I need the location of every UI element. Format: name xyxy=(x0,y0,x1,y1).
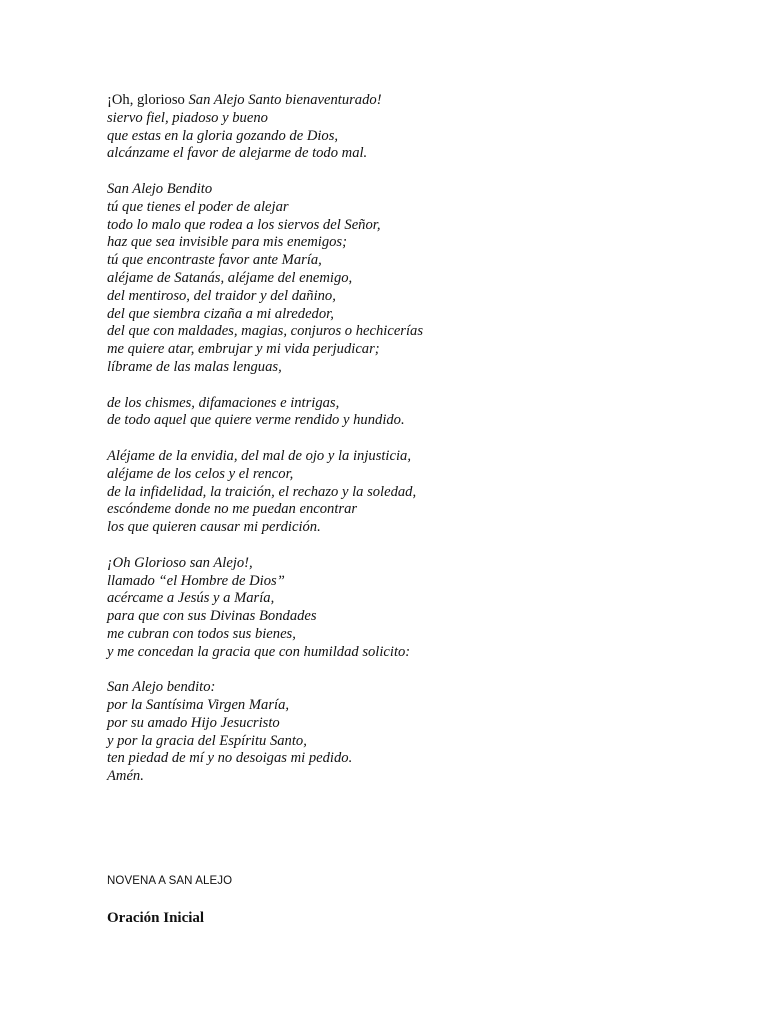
prayer-line xyxy=(107,199,707,217)
prayer-line-italic: San Alejo Santo bienaventurado! xyxy=(188,92,382,108)
prayer-line-italic: ¡Oh Glorioso san Alejo!, xyxy=(107,554,253,571)
prayer-line-italic: líbrame de las malas lenguas, xyxy=(107,358,282,375)
stanza xyxy=(107,448,707,537)
prayer-line xyxy=(107,448,707,466)
stanza-gap xyxy=(107,662,707,680)
prayer-line-italic: aléjame de Satanás, aléjame del enemigo, xyxy=(107,269,353,286)
prayer-line-italic: haz que sea invisible para mis enemigos; xyxy=(107,234,347,251)
stanza-gap xyxy=(107,163,707,181)
prayer-line xyxy=(107,573,707,591)
prayer-line-italic: tú que tienes el poder de alejar xyxy=(107,198,289,215)
prayer-line xyxy=(107,92,707,110)
prayer-line xyxy=(107,270,707,288)
stanza xyxy=(107,555,707,662)
prayer-line-italic: ten piedad de mí y no desoigas mi pedido. xyxy=(107,750,353,767)
prayer-line-italic: del que siembra cizaña a mi alrededor, xyxy=(107,305,334,322)
prayer-line xyxy=(107,359,707,377)
stanza xyxy=(107,679,707,786)
prayer-line-italic: y me concedan la gracia que con humildad solicito: xyxy=(107,643,411,660)
prayer-line-italic: para que con sus Divinas Bondades xyxy=(107,608,317,625)
stanza xyxy=(107,181,707,377)
prayer-line xyxy=(107,466,707,484)
prayer-line xyxy=(107,341,707,359)
prayer-line xyxy=(107,323,707,341)
prayer-line xyxy=(107,519,707,537)
prayer-line-italic: San Alejo Bendito xyxy=(107,180,213,197)
prayer-line xyxy=(107,145,707,163)
prayer-line-italic: los que quieren causar mi perdición. xyxy=(107,519,321,536)
prayer-line xyxy=(107,501,707,519)
prayer-line-italic: acércame a Jesús y a María, xyxy=(107,590,275,607)
prayer-line xyxy=(107,750,707,768)
prayer-line xyxy=(107,608,707,626)
prayer-line xyxy=(107,128,707,146)
prayer-line-italic: San Alejo bendito: xyxy=(107,679,216,696)
subsection-title: Oración Inicial xyxy=(107,910,205,926)
prayer-line-italic: me cubran con todos sus bienes, xyxy=(107,625,296,642)
stanza-gap xyxy=(107,430,707,448)
prayer-line-italic: alcánzame el favor de alejarme de todo mal. xyxy=(107,145,368,162)
prayer-line xyxy=(107,288,707,306)
prayer-line xyxy=(107,733,707,751)
prayer-line xyxy=(107,484,707,502)
prayer-line xyxy=(107,590,707,608)
prayer-line xyxy=(107,644,707,662)
prayer-line-italic: aléjame de los celos y el rencor, xyxy=(107,465,294,482)
prayer-line-italic: y por la gracia del Espíritu Santo, xyxy=(107,732,307,749)
prayer-line-italic: por la Santísima Virgen María, xyxy=(107,697,290,714)
stanza xyxy=(107,92,707,163)
prayer-line-italic: tú que encontraste favor ante María, xyxy=(107,252,322,269)
prayer-line xyxy=(107,768,707,786)
prayer-line-italic: de la infidelidad, la traición, el rechazo y la soledad, xyxy=(107,483,417,500)
prayer-line xyxy=(107,234,707,252)
prayer-line xyxy=(107,679,707,697)
section-title: NOVENA A SAN ALEJO xyxy=(107,875,233,887)
prayer-line-italic: por su amado Hijo Jesucristo xyxy=(107,714,280,731)
stanza xyxy=(107,395,707,431)
prayer-line xyxy=(107,555,707,573)
stanza-gap xyxy=(107,377,707,395)
prayer-line-upright: ¡Oh, glorioso xyxy=(107,92,189,108)
prayer-line-italic: me quiere atar, embrujar y mi vida perjudicar; xyxy=(107,341,380,358)
prayer-line xyxy=(107,715,707,733)
prayer-line-italic: escóndeme donde no me puedan encontrar xyxy=(107,501,358,518)
prayer-line-italic: del que con maldades, magias, conjuros o hechicerías xyxy=(107,323,424,340)
prayer-line-italic: de los chismes, difamaciones e intrigas, xyxy=(107,394,340,411)
prayer-line xyxy=(107,626,707,644)
prayer-line-italic: Amén. xyxy=(107,768,144,785)
prayer-line xyxy=(107,395,707,413)
stanza-gap xyxy=(107,537,707,555)
prayer-line xyxy=(107,217,707,235)
prayer-line-italic: todo lo malo que rodea a los siervos del Señor, xyxy=(107,216,381,233)
prayer-line xyxy=(107,697,707,715)
prayer-line-italic: del mentiroso, del traidor y del dañino, xyxy=(107,287,336,304)
prayer-line xyxy=(107,252,707,270)
prayer-line xyxy=(107,110,707,128)
prayer-line-italic: de todo aquel que quiere verme rendido y hundido. xyxy=(107,412,405,429)
prayer-text xyxy=(107,92,707,786)
prayer-line-italic: llamado “el Hombre de Dios” xyxy=(107,572,285,589)
prayer-line xyxy=(107,412,707,430)
prayer-line xyxy=(107,306,707,324)
prayer-line-italic: que estas en la gloria gozando de Dios, xyxy=(107,127,339,144)
prayer-line-italic: Aléjame de la envidia, del mal de ojo y la injusticia, xyxy=(107,447,411,464)
prayer-line xyxy=(107,181,707,199)
prayer-line-italic: siervo fiel, piadoso y bueno xyxy=(107,109,268,126)
